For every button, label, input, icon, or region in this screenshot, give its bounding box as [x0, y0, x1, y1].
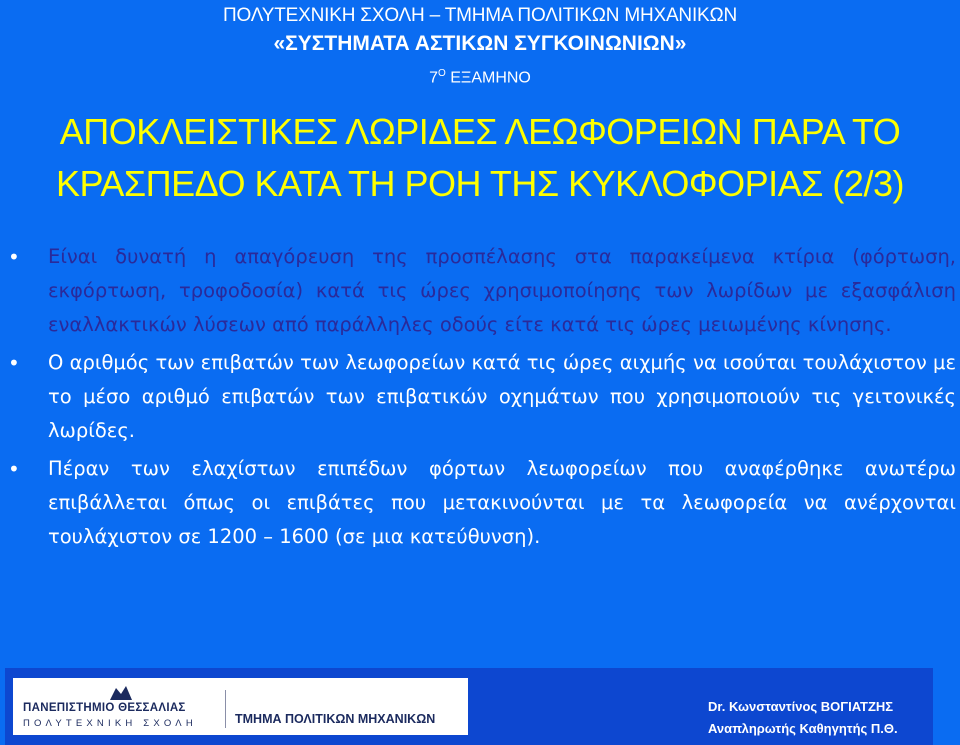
bullet-text: Είναι δυνατή η απαγόρευση της προσπέλασης στα παρακείμενα κτίρια (φόρτωση, εκφόρτωση, τροφοδοσία) κατά τις ώρες χρησιμοποίησης των λωρίδων με εξασφάλιση εναλλακτικών λύσεων από παράλληλες οδούς είτε κατά τις ώρες μειωμένης κίνησης.	[48, 245, 956, 336]
bullet-text: Ο αριθμός των επιβατών των λεωφορείων κατά τις ώρες αιχμής να ισούται τουλάχιστον με το μέσο αριθμό επιβατών των επιβατικών οχημάτων που χρησιμοποιούν τις γειτονικές λωρίδες.	[48, 351, 956, 442]
school-name: ΠΟΛΥΤΕΧΝΙΚΗ ΣΧΟΛΗ	[23, 718, 197, 729]
footer-right-strip	[933, 668, 960, 745]
slide-title-line-1: ΑΠΟΚΛΕΙΣΤΙΚΕΣ ΛΩΡΙΔΕΣ ΛΕΩΦΟΡΕΙΩΝ ΠΑΡΑ ΤΟ	[59, 111, 901, 152]
bullet-dot-icon: •	[8, 351, 20, 375]
logo-divider	[225, 690, 226, 728]
slide-header	[0, 0, 960, 91]
course-title: «ΣΥΣΤΗΜΑΤΑ ΑΣΤΙΚΩΝ ΣΥΓΚΟΙΝΩΝΙΩΝ»	[273, 32, 687, 55]
slide-title	[0, 106, 960, 210]
author-block	[708, 696, 923, 740]
semester-number: 7	[429, 69, 439, 87]
university-logo	[13, 678, 468, 735]
bullet-text: Πέραν των ελαχίστων επιπέδων φόρτων λεωφορείων που αναφέρθηκε ανωτέρω επιβάλλεται όπως οι επιβάτες που μετακινούνται με τα λεωφορεία να ανέρχονται τουλάχιστον σε 1200 – 1600 (σε μια κατεύθυνση).	[48, 457, 956, 548]
footer-bar	[5, 668, 933, 745]
bullet-item	[8, 346, 956, 448]
bullet-dot-icon: •	[8, 457, 20, 481]
university-name: ΠΑΝΕΠΙΣΤΗΜΙΟ ΘΕΣΣΑΛΙΑΣ	[23, 702, 186, 714]
bullet-item	[8, 240, 956, 342]
university-emblem-icon	[108, 684, 134, 702]
author-name: Dr. Κωνσταντίνος ΒΟΓΙΑΤΖΗΣ	[708, 699, 894, 714]
semester-ordinal-sup: Ο	[438, 68, 446, 79]
department-name: ΤΜΗΜΑ ΠΟΛΙΤΙΚΩΝ ΜΗΧΑΝΙΚΩΝ	[235, 712, 436, 726]
slide-title-line-2: ΚΡΑΣΠΕΔΟ ΚΑΤΑ ΤΗ ΡΟΗ ΤΗΣ ΚΥΚΛΟΦΟΡΙΑΣ (2/3)	[56, 163, 904, 204]
school-department-line: ΠΟΛΥΤΕΧΝΙΚΗ ΣΧΟΛΗ – ΤΜΗΜΑ ΠΟΛΙΤΙΚΩΝ ΜΗΧΑΝΙΚΩΝ	[222, 5, 738, 26]
semester-word: ΕΞΑΜΗΝΟ	[450, 69, 531, 87]
author-title: Αναπληρωτής Καθηγητής Π.Θ.	[708, 721, 898, 736]
bullet-list	[8, 240, 956, 554]
bullet-item	[8, 452, 956, 554]
semester-line	[0, 61, 960, 91]
bullet-dot-icon: •	[8, 245, 20, 269]
